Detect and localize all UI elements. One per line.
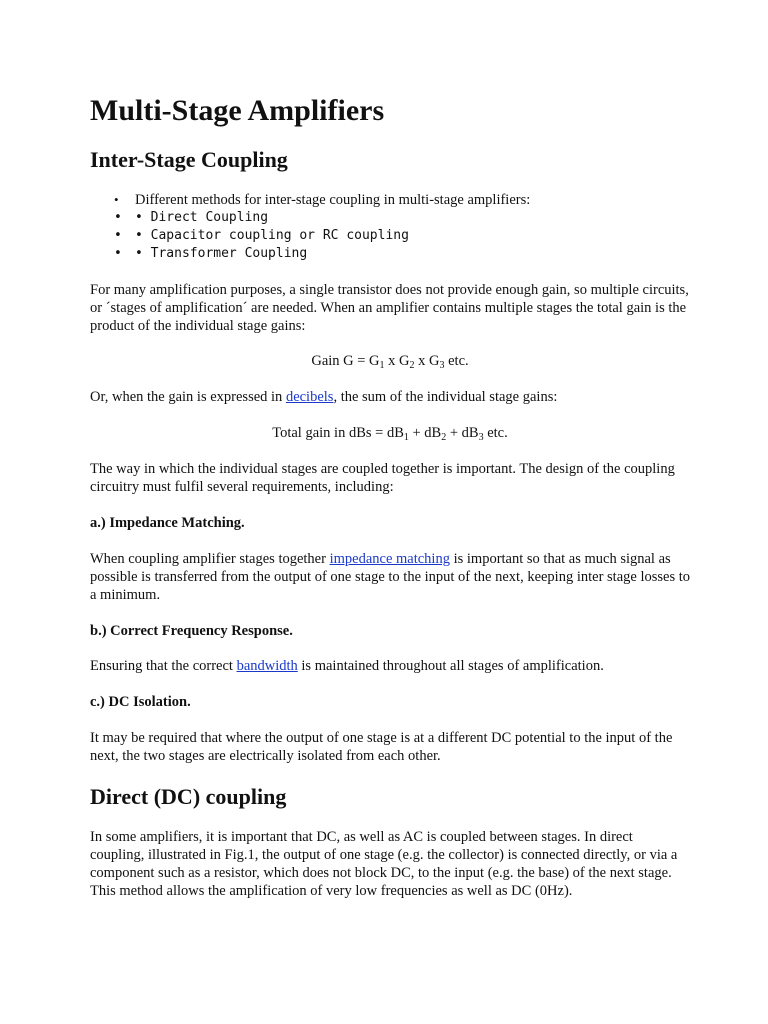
requirement-heading-impedance: a.) Impedance Matching.: [90, 515, 245, 531]
bullet-icon: •: [114, 246, 122, 261]
paragraph-requirements: The way in which the individual stages are coupled together is important. The design of the coupling circuitry must fulfil several requirements, including:: [90, 461, 675, 495]
bullet-icon: •: [114, 210, 122, 225]
bullet-icon: •: [114, 228, 122, 243]
decibels-link[interactable]: decibels: [285, 389, 334, 405]
list-item: • Different methods for inter-stage coupling in multi-stage amplifiers:: [114, 192, 531, 208]
list-item: • • Direct Coupling: [114, 210, 269, 225]
list-item: • • Capacitor coupling or RC coupling: [114, 228, 409, 243]
section-heading-inter-stage: Inter-Stage Coupling: [90, 147, 288, 172]
paragraph-bandwidth: Ensuring that the correct bandwidth is maintained throughout all stages of amplification.: [90, 658, 604, 674]
requirement-heading-dc-isolation: c.) DC Isolation.: [90, 694, 191, 710]
paragraph-impedance: When coupling amplifier stages together impedance matching is important so that as much signal as possible is transferred from the output of one stage to the input of the next, keeping inter stage losses to a minimum.: [90, 551, 691, 603]
formula-gain-product: Gain $G = G_1$ x $G_2$ x $G_3$ etc.: [311, 353, 469, 371]
page-title: Multi-Stage Amplifiers: [90, 94, 385, 127]
impedance-matching-link[interactable]: impedance matching: [329, 551, 450, 567]
list-item: • • Transformer Coupling: [114, 246, 308, 261]
section-heading-direct-coupling: Direct (DC) coupling: [90, 784, 287, 809]
bullet-icon: •: [114, 192, 119, 207]
paragraph-intro: For many amplification purposes, a single transistor does not provide enough gain, so multiple circuits, or ´stages of amplification´ are needed. When an amplifier contains multiple stages the total gain is the product of the individual stage gains:: [90, 282, 689, 334]
paragraph-decibels: Or, when the gain is expressed in decibels, the sum of the individual stage gains:: [90, 389, 558, 405]
bandwidth-link[interactable]: bandwidth: [236, 658, 298, 674]
paragraph-direct-coupling: In some amplifiers, it is important that DC, as well as AC is coupled between stages. In direct coupling, illustrated in Fig.1, the output of one stage (e.g. the collector) is connected directly, or via a component such as a resistor, which does not block DC, to the input (e.g. the base) of the next stage. This method allows the amplification of very low frequencies as well as DC (0Hz).: [90, 829, 678, 899]
requirement-heading-frequency: b.) Correct Frequency Response.: [90, 623, 293, 639]
formula-gain-sum: Total gain in dBs = $dB_1 + dB_2 + dB_3$ etc.: [272, 425, 508, 443]
paragraph-dc-isolation: It may be required that where the output of one stage is at a different DC potential to the input of the next, the two stages are electrically isolated from each other.: [90, 730, 673, 764]
coupling-methods-list: [90, 191, 690, 263]
